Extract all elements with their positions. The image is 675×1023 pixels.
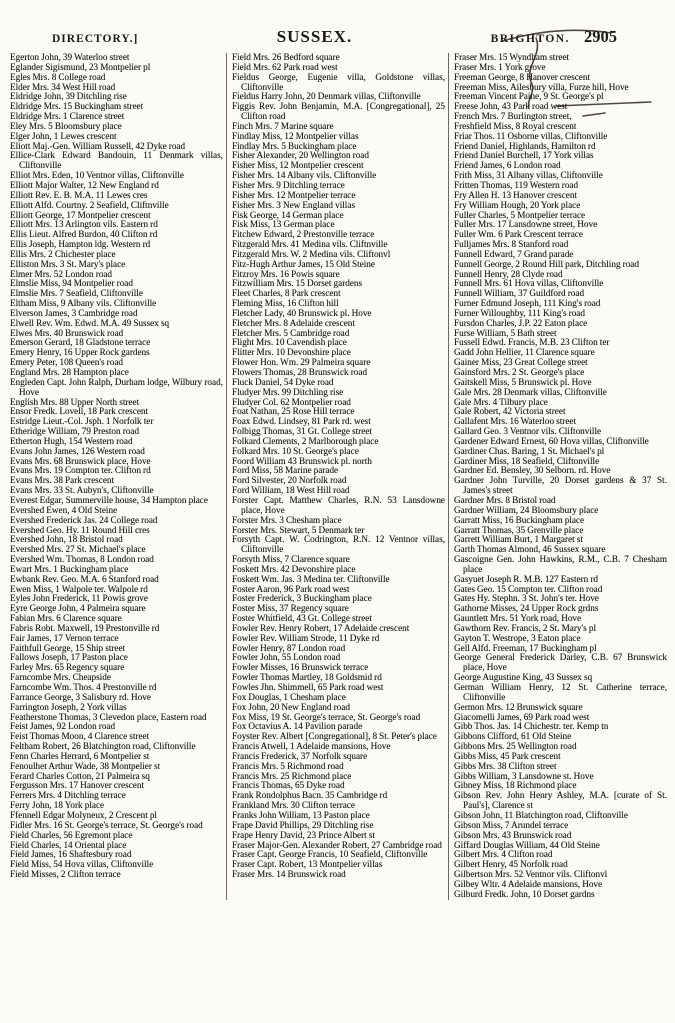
directory-entry: Funnell William, 37 Guildford road xyxy=(454,288,585,299)
directory-entry: Fenoulhet Arthur Wade, 38 Montpelier st xyxy=(10,760,161,771)
directory-entry: Fabris Robt. Maxwell, 19 Prestonville rd xyxy=(10,622,160,633)
directory-entry: Elmslie Miss, 94 Montpelier road xyxy=(10,278,133,289)
directory-entry: Fluck Daniel, 54 Dyke road xyxy=(232,376,334,387)
directory-entry: Ferard Charles Cotton, 21 Palmeira sq xyxy=(10,770,150,781)
directory-entry: Featherstone Thomas, 3 Clevedon place, Eastern road xyxy=(10,711,207,722)
directory-entry: Evershed Geo. Hy. 11 Round Hill cres xyxy=(10,524,150,535)
directory-entry: Gawthorn Rev. Francis, 2 St. Mary's pl xyxy=(454,622,596,633)
directory-entry: Fox Miss, 19 St. George's terrace, St. George's road xyxy=(232,711,421,722)
directory-entry: Fergusson Mrs. 17 Hanover crescent xyxy=(10,780,145,791)
directory-entry: Estridge Lieut.-Col. Jsph. 1 Norfolk ter xyxy=(10,416,154,427)
directory-entry: Field Charles, 14 Oriental place xyxy=(10,839,127,850)
directory-entry: Farncombe Mrs. Cheapside xyxy=(10,672,111,683)
directory-entry: Foat Nathan, 25 Rose Hill terrace xyxy=(232,406,355,417)
directory-entry: England Mrs. 28 Hampton place xyxy=(10,367,129,377)
directory-entry: Fowler John, 55 London road xyxy=(232,652,341,663)
directory-entry: Elliott Rev. E. B. M.A. 11 Lewes cres xyxy=(10,189,148,200)
directory-entry: Evershed John, 18 Bristol road xyxy=(10,534,123,545)
directory-entry: Field James, 16 Shaftesbury road xyxy=(10,849,132,860)
directory-entry: Findlay Miss, 12 Montpelier villas xyxy=(232,130,359,141)
directory-entry: Folkard Clements, 2 Marlborough place xyxy=(232,435,379,446)
directory-entry: Elwell Rev. Wm. Edwd. M.A. 49 Sussex sq xyxy=(10,317,170,328)
directory-entry: Forster Capt. Matthew Charles, R.N. 53 Lansdowne place, Hove xyxy=(232,494,445,515)
directory-entry: Gates Hy. Stephn. 3 St. John's ter. Hove xyxy=(454,593,599,604)
directory-entry: Ewen Miss, 1 Walpole ter. Walpole rd xyxy=(10,583,148,594)
directory-entry: George General Frederick Darley, C.B. 67 Brunswick place, Hove xyxy=(454,652,667,673)
directory-entry: Egerton John, 39 Waterloo street xyxy=(10,52,130,62)
directory-entry: Folkard Mrs. 10 St. George's place xyxy=(232,445,359,456)
directory-entry: Fry William Hough, 20 York place xyxy=(454,199,581,210)
directory-entry: Emery Henry, 16 Upper Rock gardens xyxy=(10,347,150,358)
directory-entry: Fraser Major-Gen. Alexander Robert, 27 Cambridge road xyxy=(232,839,442,850)
header-directory-label: DIRECTORY.] xyxy=(52,33,139,45)
directory-entry: Evans Mrs. 19 Compton ter. Clifton rd xyxy=(10,465,151,476)
directory-entry: Ellis Lieut. Alfred Burdon, 40 Clifton rd xyxy=(10,229,158,240)
directory-entry: Gates Geo. 15 Compton ter. Clifton road xyxy=(454,583,603,594)
directory-entry: Forster Mrs. Stewart, 5 Denmark ter xyxy=(232,524,365,535)
directory-entry: Ford Miss, 58 Marine parade xyxy=(232,465,339,476)
directory-entry: Fair James, 17 Vernon terrace xyxy=(10,632,119,643)
directory-entry: Gibbs Miss, 45 Park crescent xyxy=(454,750,561,761)
directory-entry: Farley Mrs. 65 Regency square xyxy=(10,662,125,673)
directory-entry: Francis Frederick, 37 Norfolk square xyxy=(232,750,368,761)
column-1 xyxy=(5,53,226,900)
directory-entry: Gibbons Mrs. 25 Wellington road xyxy=(454,741,577,752)
directory-entry: Gilbey Wltr. 4 Adelaide mansions, Hove xyxy=(454,878,603,889)
directory-entry: Foord William 43 Brunswick pl. north xyxy=(232,455,372,466)
directory-entry: Gibson John, 11 Blatchington road, Cliftonville xyxy=(454,809,628,820)
directory-entry: Fletcher Lady, 40 Brunswick pl. Hove xyxy=(232,307,372,318)
directory-entry: Field Mrs. 62 Park road west xyxy=(232,61,338,72)
directory-entry: Foax Edwd. Lindsey, 81 Park rd. west xyxy=(232,416,371,427)
directory-entry: Garrett William Burt, 1 Margaret st xyxy=(454,534,583,545)
directory-entry: Fisher Mrs. 9 Ditchling terrace xyxy=(232,179,345,190)
directory-entry: Gale Mrs. 28 Denmark villas, Cliftonville xyxy=(454,386,607,397)
directory-entry: German William Henry, 12 St. Catherine terrace, Cliftonville xyxy=(454,682,667,702)
column-3 xyxy=(448,53,670,900)
directory-entry: Gibson Miss, 7 Arundel terrace xyxy=(454,819,569,830)
directory-entry: Fuller Mrs. 17 Lansdowne street, Hove xyxy=(454,219,598,230)
directory-entry: Findlay Mrs. 5 Buckingham place xyxy=(232,140,357,151)
directory-entry: Fisher Alexander, 20 Wellington road xyxy=(232,150,369,161)
directory-entry: Fisk Miss, 13 German place xyxy=(232,219,335,230)
directory-entry: English Mrs. 88 Upper North street xyxy=(10,396,140,407)
directory-entry: Ewbank Rev. Geo. M.A. 6 Stanford road xyxy=(10,573,159,584)
directory-entry: Gibb Thos. Jas. 14 Chichestr. ter. Kemp tn xyxy=(454,721,609,732)
directory-entry: Elger John, 1 Lewes crescent xyxy=(10,130,117,141)
directory-entry: Giffard Douglas William, 44 Old Steine xyxy=(454,839,600,850)
directory-entry: Fraser Mrs. 15 Wyndham street xyxy=(454,52,570,62)
directory-entry: Gibson Rev. John Henry Ashley, M.A. [curate of St. Paul's], Clarence st xyxy=(454,790,667,811)
directory-entry: Forsyth Capt. W. Codrington, R.N. 12 Ventnor villas, Cliftonville xyxy=(232,534,445,555)
directory-entry: Funnell Edward, 7 Grand parade xyxy=(454,248,574,259)
directory-entry: Gardner William, 24 Bloomsbury place xyxy=(454,504,599,515)
directory-entry: Ford William, 18 West Hill road xyxy=(232,485,350,496)
directory-entry: Frank Rondolphus Bacn. 35 Cambridge rd xyxy=(232,790,388,801)
directory-entry: Fallows Joseph, 17 Paston place xyxy=(10,652,128,663)
directory-entry: Gardener Edward Ernest, 60 Hova villas, Cliftonville xyxy=(454,435,649,446)
directory-entry: Ensor Fredk. Lovell, 18 Park crescent xyxy=(10,406,149,417)
directory-entry: Fabian Mrs. 6 Clarence square xyxy=(10,613,122,624)
directory-entry: Gardiner Chas. Baring, 1 St. Michael's pl xyxy=(454,445,605,456)
directory-entry: Fowles Jhn. Shimmell, 65 Park road west xyxy=(232,682,384,692)
directory-entry: Friend Daniel, Highlands, Hamilton rd xyxy=(454,140,596,151)
directory-entry: Friend James, 6 London road xyxy=(454,160,561,171)
directory-entry: Franks John William, 13 Paston place xyxy=(232,809,370,820)
directory-entry: Giacomelli James, 69 Park road west xyxy=(454,711,590,722)
directory-entry: Gibbs William, 3 Lansdowne st. Hove xyxy=(454,770,594,781)
directory-entry: Eliott Maj.-Gen. William Russell, 42 Dyke road xyxy=(10,140,186,151)
directory-entry: Fritten Thomas, 119 Western road xyxy=(454,179,579,190)
directory-entry: Etherton Hugh, 154 Western road xyxy=(10,435,133,446)
directory-entry: Freeman Vincent Paine, 9 St. George's pl xyxy=(454,91,604,102)
directory-entry: Fisk George, 14 German place xyxy=(232,209,344,220)
directory-entry: Garratt Thomas, 35 Grenville place xyxy=(454,524,584,535)
directory-entry: Gardner Ed. Bensley, 30 Selborn. rd. Hove xyxy=(454,465,611,476)
directory-entry: Gilbert Henry, 45 Norfolk road xyxy=(454,859,568,870)
directory-entry: Fisher Miss, 12 Montpelier crescent xyxy=(232,160,364,171)
directory-entry: Feltham Robert, 26 Blatchington road, Cliftonville xyxy=(10,741,196,752)
directory-entry: Francis Mrs. 5 Richmond road xyxy=(232,760,344,771)
directory-entry: Foskett Mrs. 42 Devonshire place xyxy=(232,563,356,574)
directory-entry: Furse William, 5 Bath street xyxy=(454,327,557,338)
directory-entry: Garth Thomas Almond, 46 Sussex square xyxy=(454,544,606,555)
directory-entry: Fursdon Charles, J.P. 22 Eaton place xyxy=(454,317,588,328)
directory-entry: Fitzgerald Mrs. W. 2 Medina vils. Cliftonvl xyxy=(232,248,391,259)
directory-entry: Farrington Joseph, 2 York villas xyxy=(10,701,127,712)
directory-entry: Fuller Charles, 5 Montpelier terrace xyxy=(454,209,586,220)
directory-entry: Ferry John, 18 York place xyxy=(10,800,105,811)
directory-entry: Fowler Henry, 87 London road xyxy=(232,642,346,653)
directory-entry: Fidler Mrs. 16 St. George's terrace, St. George's road xyxy=(10,819,203,830)
directory-entry: Gallafent Mrs. 16 Waterloo street xyxy=(454,416,577,427)
directory-entry: Forsyth Miss, 7 Clarence square xyxy=(232,554,350,565)
directory-entry: Fitzroy Mrs. 16 Powis square xyxy=(232,268,340,279)
directory-entry: Foster Aaron, 96 Park road west xyxy=(232,583,350,594)
header-county-title: SUSSEX. xyxy=(276,27,353,46)
directory-entry: Friar Thos. 11 Osborne villas, Cliftonville xyxy=(454,130,608,141)
directory-entry: Furner Willoughby, 111 King's road xyxy=(454,307,585,318)
header-right-group xyxy=(491,27,617,47)
directory-entry: Foyster Rev. Albert [Congregational], 8 St. Peter's place xyxy=(232,731,437,742)
directory-entry: Francis Mrs. 25 Richmond place xyxy=(232,770,352,781)
directory-entry: Friend Daniel Burchell, 17 York villas xyxy=(454,150,594,161)
directory-entry: Flitter Mrs. 10 Devonshire place xyxy=(232,347,351,358)
directory-entry: Fraser Mrs. 14 Brunswick road xyxy=(232,869,346,880)
directory-entry: Gadd John Hellier, 11 Clarence square xyxy=(454,347,595,358)
directory-entry: Emerson Gerard, 18 Gladstone terrace xyxy=(10,337,151,348)
directory-entry: Fitz-Hugh Arthur James, 15 Old Steine xyxy=(232,258,375,269)
directory-entry: Eyre George John, 4 Palmeira square xyxy=(10,603,146,614)
directory-entry: Funnell Henry, 28 Clyde road xyxy=(454,268,563,279)
directory-entry: Farrance George, 3 Salisbury rd. Hove xyxy=(10,691,151,702)
directory-entry: Faithfull George, 15 Ship street xyxy=(10,642,126,653)
directory-entry: Garratt Miss, 16 Buckingham place xyxy=(454,514,585,525)
directory-entry: Evershed Frederick Jas. 24 College road xyxy=(10,514,158,525)
directory-entry: Elliott Mrs. 13 Arlington vils. Eastern rd xyxy=(10,219,158,230)
directory-entry: Gilbert Mrs. 4 Clifton road xyxy=(454,849,553,860)
directory-entry: Gibney Miss, 18 Richmond place xyxy=(454,780,577,791)
directory-entry: Elverson James, 3 Cambridge road xyxy=(10,307,138,318)
directory-entry: Francis Atwell, 1 Adelaide mansions, Hove xyxy=(232,741,391,752)
directory-entry: Elwes Mrs. 40 Brunswick road xyxy=(10,327,124,338)
directory-entry: Gauntlett Mrs. 51 York road, Hove xyxy=(454,613,582,624)
directory-entry: Gainsford Mrs. 2 St. George's place xyxy=(454,367,585,377)
directory-entry: Fraser Capt. George Francis, 10 Seafield, Cliftonville xyxy=(232,849,428,860)
directory-entry: Fowler Rev. Henry Robert, 17 Adelaide crescent xyxy=(232,622,410,633)
directory-entry: Foskett Wm. Jas. 3 Medina ter. Cliftonville xyxy=(232,573,390,584)
directory-entry: Elmslie Mrs. 7 Seafield, Cliftonville xyxy=(10,288,143,299)
directory-entry: Fisher Mrs. 14 Albany vils. Cliftonville xyxy=(232,170,377,181)
directory-entry: Funnell Mrs. 61 Hova villas, Cliftonville xyxy=(454,278,604,289)
directory-entry: Evans Mrs. 68 Brunswick place, Hove xyxy=(10,455,151,466)
directory-entry: Frape Henry David, 23 Prince Albert st xyxy=(232,829,375,840)
directory-entry: Funnell George, 2 Round Hill park, Ditchling road xyxy=(454,258,639,269)
directory-entry: Fowler Thomas Martley, 18 Goldsmid rd xyxy=(232,672,382,683)
directory-entry: Germon Mrs. 12 Brunswick square xyxy=(454,701,583,712)
directory-entry: Fuller Wm. 6 Park Crescent terrace xyxy=(454,229,583,240)
directory-entry: Fitchew Edward, 2 Prestonville terrace xyxy=(232,229,375,240)
directory-entry: Elliott George, 17 Montpelier crescent xyxy=(10,209,151,220)
directory-entry: Feist Thomas Moon, 4 Clarence street xyxy=(10,731,150,742)
directory-entry: Finch Mrs. 7 Marine square xyxy=(232,120,334,131)
directory-entry: Fitzwilliam Mrs. 15 Dorset gardens xyxy=(232,278,363,289)
directory-entry: Fraser Capt. Robert, 13 Montpelier villas xyxy=(232,859,383,870)
directory-entry: Flowers Thomas, 28 Brunswick road xyxy=(232,367,368,377)
directory-entry: Eley Mrs. 5 Bloomsbury place xyxy=(10,120,122,131)
directory-entry: Gilbertson Mrs. 52 Ventnor vils. Cliftonvl xyxy=(454,869,608,880)
directory-entry: Gasyuet Joseph R. M.B. 127 Eastern rd xyxy=(454,573,598,584)
directory-entry: Gallard Geo. 3 Ventnor vils. Cliftonville xyxy=(454,426,602,437)
directory-entry: Flight Mrs. 10 Cavendish place xyxy=(232,337,347,348)
directory-entry: Ellice-Clark Edward Bandouin, 11 Denmark villas, Cliftonville xyxy=(10,150,223,171)
directory-columns xyxy=(0,50,675,900)
directory-entry: Field Misses, 2 Clifton terrace xyxy=(10,869,121,880)
directory-entry: Gascoigne Gen. John Hawkins, R.M., C.B. 7 Chesham place xyxy=(454,554,667,574)
directory-entry: Fletcher Mrs. 8 Adelaide crescent xyxy=(232,317,355,328)
directory-entry: Gardner John Turville, 20 Dorset gardens & 37 St. James's street xyxy=(454,475,667,496)
directory-entry: Field Mrs. 26 Bedford square xyxy=(232,52,340,62)
directory-entry: Fox Octavius A. 14 Pavilion parade xyxy=(232,721,363,732)
directory-entry: Freeman Miss, Ailesbury villa, Furze hill, Hove xyxy=(454,81,629,92)
directory-entry: Emery Peter, 108 Queen's road xyxy=(10,357,123,368)
directory-entry: Foster Miss, 37 Regency square xyxy=(232,603,349,614)
directory-entry: Ferrers Mrs. 4 Ditchling terrace xyxy=(10,790,126,801)
directory-entry: Engleden Capt. John Ralph, Durham lodge, Wilbury road, Hove xyxy=(10,376,223,397)
directory-entry: Etheridge William, 79 Preston road xyxy=(10,426,140,437)
directory-entry: Field Miss, 54 Hova villas, Cliftonville xyxy=(10,859,154,870)
directory-entry: Gibbs Mrs. 38 Clifton street xyxy=(454,760,557,771)
header-town-label: BRIGHTON. xyxy=(490,33,570,45)
directory-entry: Feist James, 92 London road xyxy=(10,721,116,732)
directory-entry: Fussell Edwd. Francis, M.B. 23 Clifton ter xyxy=(454,337,610,348)
directory-entry: Ffennell Edgar Molyneux, 2 Crescent pl xyxy=(10,809,157,820)
directory-entry: Evans Mrs. 38 Park crescent xyxy=(10,475,115,486)
directory-entry: Elmer Mrs. 52 London road xyxy=(10,268,113,279)
directory-entry: Egles Mrs. 8 College road xyxy=(10,71,106,82)
directory-entry: Gathorne Misses, 24 Upper Rock grdns xyxy=(454,603,599,614)
directory-entry: Elliott Alfd. Courtny. 2 Seafield, Cliftnville xyxy=(10,199,169,210)
directory-entry: Gibbons Clifford, 61 Old Steine xyxy=(454,731,572,742)
directory-entry: French Mrs. 7 Burlington street, xyxy=(454,111,572,122)
directory-entry: Ford Silvester, 20 Norfolk road xyxy=(232,475,347,486)
directory-entry: Frankland Mrs. 30 Clifton terrace xyxy=(232,800,355,811)
directory-entry: Furner Edmund Joseph, 111 King's road xyxy=(454,298,601,309)
directory-entry: Foster Frederick, 3 Buckingham place xyxy=(232,593,372,604)
directory-entry: Gale Mrs. 4 Tilbury place xyxy=(454,396,548,407)
directory-entry: Fieldus George, Eugenie villa, Goldstone villas, Cliftonville xyxy=(232,71,445,92)
directory-entry: Fox John, 20 New England road xyxy=(232,701,350,712)
directory-entry: Fraser Mrs. 1 York grove xyxy=(454,61,546,72)
directory-entry: Frith Miss, 31 Albany villas, Cliftonville xyxy=(454,170,603,181)
directory-entry: Frape David Phillips, 29 Ditchling rise xyxy=(232,819,374,830)
directory-entry: Fry Allen H. 13 Hanover crescent xyxy=(454,189,577,200)
directory-entry: Gilburd Fredk. John, 10 Dorset gardns xyxy=(454,888,595,899)
page-number: 2905 xyxy=(584,27,617,46)
directory-entry: Forster Mrs. 3 Chesham place xyxy=(232,514,342,525)
directory-entry: Ellis Joseph, Hampton ldg. Western rd xyxy=(10,239,151,250)
directory-entry: Elder Mrs. 34 West Hill road xyxy=(10,81,116,92)
directory-entry: Fleet Charles, 8 Park crescent xyxy=(232,288,341,299)
page-header xyxy=(0,0,675,50)
directory-entry: Fieldus Harry John, 20 Denmark villas, Cliftonville xyxy=(232,91,421,102)
directory-entry: Elliot Mrs. Eden, 10 Ventnor villas, Cliftonville xyxy=(10,170,184,181)
directory-entry: Gardiner Miss, 18 Seafield, Cliftonville xyxy=(454,455,600,466)
directory-entry: Foster Whitfield, 43 Gt. College street xyxy=(232,613,372,624)
directory-entry: Eldridge John, 39 Ditchling rise xyxy=(10,91,127,102)
directory-entry: Eltham Miss, 9 Albany vils. Cliftonville xyxy=(10,298,157,309)
directory-entry: Folbigg Thomas, 31 Gt. College street xyxy=(232,426,372,437)
directory-entry: Flower Hon. Wm. 29 Palmeira square xyxy=(232,357,371,368)
directory-entry: Fenn Charles Herrard, 6 Montpelier st xyxy=(10,750,150,761)
directory-entry: Gibson Mrs. 43 Brunswick road xyxy=(454,829,572,840)
directory-entry: Farncombe Wm. Thos. 4 Prestonville rd xyxy=(10,682,157,692)
directory-entry: Fludyer Mrs. 99 Ditchling rise xyxy=(232,386,344,397)
directory-entry: Field Charles, 56 Egremont place xyxy=(10,829,133,840)
directory-entry: Fowler Rev. William Strode, 11 Dyke rd xyxy=(232,632,380,643)
directory-entry: George Augustine King, 43 Sussex sq xyxy=(454,672,593,683)
directory-entry: Fleming Miss, 16 Clifton hill xyxy=(232,298,339,309)
column-2 xyxy=(226,53,448,900)
directory-entry: Eglander Sigismund, 23 Montpelier pl xyxy=(10,61,151,72)
directory-entry: Fludyer Col. 62 Montpelier road xyxy=(232,396,351,407)
directory-entry: Freshfield Miss, 8 Royal crescent xyxy=(454,120,577,131)
directory-entry: Evans Mrs. 33 St. Aubyn's, Cliftonville xyxy=(10,485,154,496)
directory-entry: Freese John, 43 Park road west xyxy=(454,101,568,112)
directory-entry: Gale Robert, 42 Victoria street xyxy=(454,406,566,417)
directory-entry: Eyles John Frederick, 11 Powis grove xyxy=(10,593,148,604)
directory-entry: Figgis Rev. John Benjamin, M.A. [Congregational], 25 Clifton road xyxy=(232,101,445,122)
directory-entry: Fitzgerald Mrs. 41 Medina vils. Cliftnville xyxy=(232,239,388,250)
directory-entry: Gainer Miss, 23 Great College street xyxy=(454,357,588,368)
directory-entry: Elliott Major Walter, 12 New England rd xyxy=(10,179,159,190)
directory-entry: Evershed Wm. Thomas, 8 London road xyxy=(10,554,154,565)
directory-entry: Evershed Mrs. 27 St. Michael's place xyxy=(10,544,146,555)
directory-entry: Evans John James, 126 Western road xyxy=(10,445,145,456)
directory-entry: Gaitskell Miss, 5 Brunswick pl. Hove xyxy=(454,376,592,387)
directory-entry: Fowler Misses, 16 Brunswick terrace xyxy=(232,662,369,673)
directory-entry: Eldridge Mrs. 1 Clarence street xyxy=(10,111,125,122)
directory-entry: Gardner Mrs. 8 Bristol road xyxy=(454,494,556,505)
directory-entry: Everest Edgar, Summerville house, 34 Hampton place xyxy=(10,494,208,505)
directory-entry: Gell Alfd. Freeman, 17 Buckingham pl xyxy=(454,642,597,653)
directory-entry: Fisher Mrs. 3 New England villas xyxy=(232,199,356,210)
directory-entry: Eldridge Mrs. 15 Buckingham street xyxy=(10,101,144,112)
directory-entry: Fletcher Mrs. 5 Cambridge road xyxy=(232,327,350,338)
directory-entry: Ellis Mrs. 2 Chichester place xyxy=(10,248,116,259)
directory-entry: Elliston Mrs. 3 St. Mary's place xyxy=(10,258,126,269)
directory-entry: Evershed Ewen, 4 Old Steine xyxy=(10,504,118,515)
directory-entry: Ewart Mrs. 1 Buckingham place xyxy=(10,563,129,574)
directory-entry: Gayton T. Westrope, 3 Eaton place xyxy=(454,632,581,643)
directory-entry: Fisher Mrs. 12 Montpelier terrace xyxy=(232,189,356,200)
directory-entry: Francis Thomas, 65 Dyke road xyxy=(232,780,345,791)
directory-entry: Freeman George, 8 Hanover crescent xyxy=(454,71,591,82)
directory-entry: Fulljames Mrs. 8 Stanford road xyxy=(454,239,569,250)
directory-entry: Fox Douglas, 1 Chesham place xyxy=(232,691,346,702)
